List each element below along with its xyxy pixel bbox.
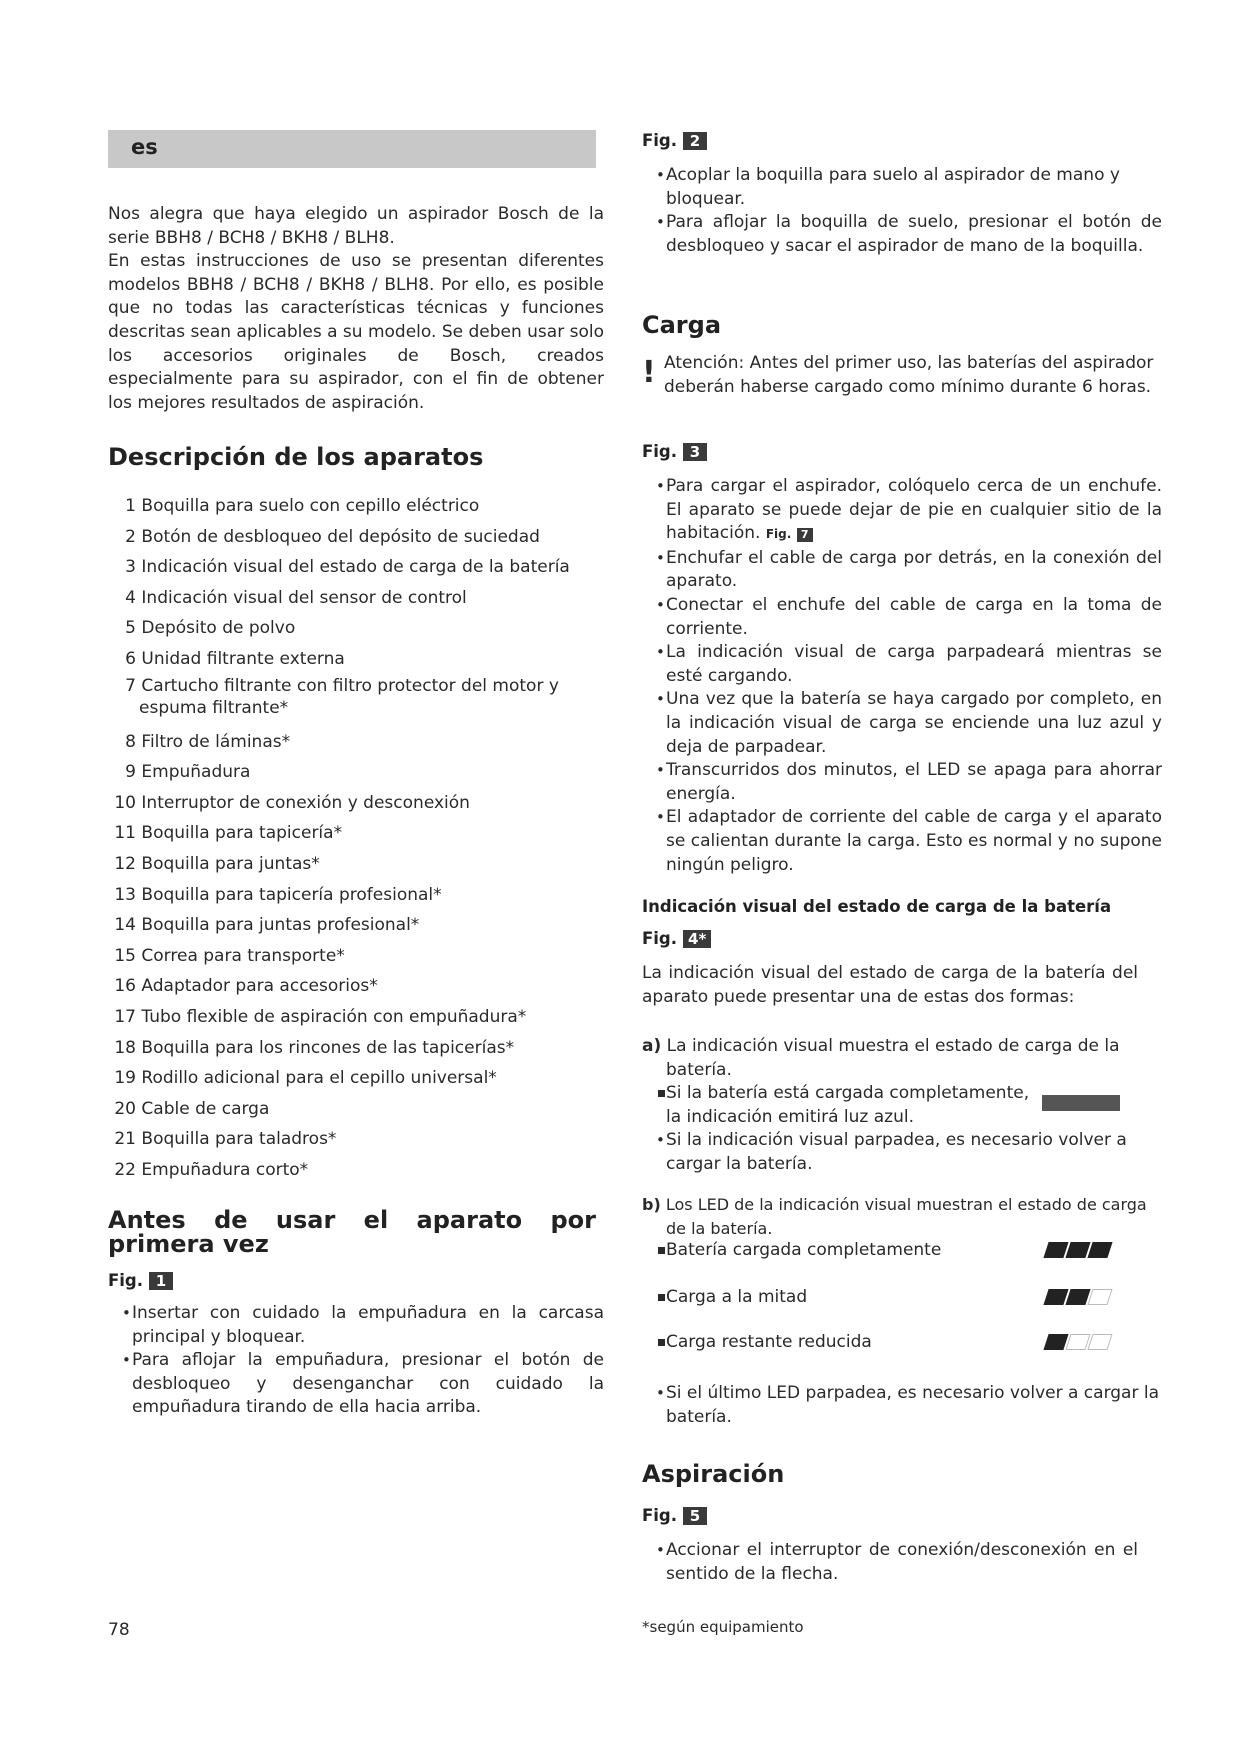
list-item-number: 14 <box>114 915 136 936</box>
led-segment <box>1043 1334 1068 1350</box>
list-item-number: 17 <box>114 1006 136 1027</box>
list-item-number: 10 <box>114 792 136 813</box>
list-item-text: Empuñadura corto* <box>141 1159 309 1180</box>
list-item <box>108 1033 608 1064</box>
led-segment <box>1065 1242 1090 1258</box>
battery-full-indicator <box>1042 1095 1120 1111</box>
subsection-title-indicacion: Indicación visual del estado de carga de la batería <box>642 897 1112 916</box>
list-item-number: 5 <box>125 618 136 639</box>
led-indicator-level-1 <box>1046 1334 1110 1350</box>
list-item-number: 13 <box>114 884 136 905</box>
fig-3-ref <box>642 442 707 461</box>
list-item <box>108 1002 608 1033</box>
list-item <box>108 910 608 941</box>
list-item: • Si la indicación visual parpadea, es necesario volver a cargar la batería. <box>642 1129 1136 1176</box>
list-item <box>108 1094 608 1125</box>
fig-label: Fig. <box>642 442 678 461</box>
list-item <box>108 757 608 788</box>
led-segment <box>1087 1242 1112 1258</box>
list-item <box>108 1063 608 1094</box>
footnote: *según equipamiento <box>642 1618 804 1636</box>
list-item: Batería cargada completamente <box>642 1239 941 1263</box>
led-segment <box>1087 1334 1112 1350</box>
list-item-text: Depósito de polvo <box>141 618 296 639</box>
fig-label: Fig. <box>642 131 678 150</box>
language-bar: es <box>108 130 596 168</box>
warning-block <box>642 352 1162 399</box>
list-item <box>108 613 608 644</box>
list-item: • Conectar el enchufe del cable de carga en la toma de corriente. <box>642 594 1162 641</box>
led-segment <box>1065 1334 1090 1350</box>
list-item-text: Boquilla para tapicería* <box>141 823 343 844</box>
list-item-number: 21 <box>114 1129 136 1150</box>
option-b-text <box>642 1193 1162 1240</box>
list-item-text: Correa para transporte* <box>141 945 345 966</box>
page-number: 78 <box>108 1620 130 1640</box>
list-item-number: 12 <box>114 853 136 874</box>
list-item: • Una vez que la batería se haya cargado por completo, en la indicación visual de carga se enciende una luz azul y deja de parpadear. <box>642 688 1162 759</box>
option-a-label: a) <box>642 1036 662 1056</box>
fig-label: Fig. <box>642 929 678 948</box>
fig-2-ref <box>642 131 707 150</box>
list-item-text: Boquilla para tapicería profesional* <box>141 884 442 905</box>
list-item: Carga restante reducida <box>642 1331 872 1355</box>
list-item-text: Empuñadura <box>141 762 251 783</box>
list-item: • Enchufar el cable de carga por detrás, en la conexión del aparato. <box>642 547 1162 594</box>
list-item-number: 18 <box>114 1037 136 1058</box>
list-item: • Para aflojar la empuñadura, presionar el botón de desbloqueo y desenganchar con cuidado la empuñadura tirando de ella hacia arriba. <box>108 1349 604 1420</box>
intro-paragraph-2: En estas instrucciones de uso se presentan diferentes modelos BBH8 / BCH8 / BKH8 / BLH8. Por ello, es posible que no todas las características técnicas y funciones descritas sean aplicables a su modelo. Se deben usar solo los accesorios originales de Bosch, creados especialmente para su aspirador, con el fin de obtener los mejores resultados de aspiración. <box>108 251 604 413</box>
list-item <box>108 583 608 614</box>
section-title-descripcion: Descripción de los aparatos <box>108 443 484 471</box>
list-item-text: Boquilla para los rincones de las tapicerías* <box>141 1037 515 1058</box>
list-item-number: 19 <box>114 1068 136 1089</box>
list-item-text: Interruptor de conexión y desconexión <box>141 792 470 813</box>
option-b-description: Los LED de la indicación visual muestran el estado de carga de la batería. <box>665 1195 1147 1238</box>
list-item-number: 7 <box>125 675 136 696</box>
option-a-text <box>642 1035 1162 1082</box>
fig-number-badge: 4* <box>683 930 711 948</box>
list-item <box>108 941 608 972</box>
fig-number-badge: 1 <box>149 1272 173 1290</box>
list-item <box>108 818 608 849</box>
list-item: • Transcurridos dos minutos, el LED se apaga para ahorrar energía. <box>642 759 1162 806</box>
led-indicator-level-3 <box>1046 1242 1110 1258</box>
fig-number-badge: 7 <box>797 528 813 542</box>
list-item-number: 1 <box>125 496 136 516</box>
fig-5-ref <box>642 1506 707 1525</box>
list-item-text: Tubo flexible de aspiración con empuñadura* <box>141 1006 527 1027</box>
list-item <box>108 552 608 583</box>
list-item <box>108 788 608 819</box>
led-segment <box>1043 1289 1068 1305</box>
list-item-text: Boquilla para suelo con cepillo eléctrico <box>141 496 480 516</box>
list-item <box>108 880 608 911</box>
list-item-number: 3 <box>125 557 136 578</box>
warning-icon: ! <box>642 355 656 390</box>
warning-text: Atención: Antes del primer uso, las baterías del aspirador deberán haberse cargado como mínimo durante 6 horas. <box>664 353 1154 397</box>
list-item-text: Boquilla para juntas* <box>141 853 320 874</box>
led-segment <box>1043 1242 1068 1258</box>
list-item: • Insertar con cuidado la empuñadura en la carcasa principal y bloquear. <box>108 1302 604 1349</box>
list-item-text: Unidad filtrante externa <box>141 648 345 669</box>
list-item-number: 8 <box>125 731 136 752</box>
list-item: Si la batería está cargada completamente, la indicación emitirá luz azul. <box>642 1082 1036 1129</box>
list-item-text: Botón de desbloqueo del depósito de suciedad <box>141 526 540 547</box>
option-b-label: b) <box>642 1195 661 1214</box>
list-item <box>108 522 608 553</box>
list-item: • La indicación visual de carga parpadeará mientras se esté cargando. <box>642 641 1162 688</box>
intro-text <box>108 203 604 415</box>
list-item-text: Adaptador para accesorios* <box>141 976 378 997</box>
led-segment <box>1065 1289 1090 1305</box>
list-item: Carga a la mitad <box>642 1286 807 1310</box>
list-item-text: Indicación visual del estado de carga de la batería <box>141 557 570 578</box>
fig-number-badge: 5 <box>683 1507 707 1525</box>
led-segment <box>1087 1289 1112 1305</box>
list-item-text: Cable de carga <box>141 1098 270 1119</box>
fig-number-badge: 2 <box>683 132 707 150</box>
list-item: • El adaptador de corriente del cable de carga y el aparato se calientan durante la carga. Esto es normal y no supone ningún peligro. <box>642 806 1162 877</box>
section-title-aspiracion: Aspiración <box>642 1460 785 1488</box>
list-item-number: 22 <box>114 1159 136 1180</box>
fig-1-ref <box>108 1271 173 1290</box>
indicacion-intro: La indicación visual del estado de carga de la batería del aparato puede presentar una de estas dos formas: <box>642 963 1138 1007</box>
list-item-text: Cartucho filtrante con filtro protector del motor y <box>141 675 559 696</box>
list-item-text: Indicación visual del sensor de control <box>141 587 467 608</box>
fig-label: Fig. <box>108 1271 144 1290</box>
antes-bullets <box>108 1302 604 1420</box>
list-item-number: 6 <box>125 648 136 669</box>
list-item <box>108 971 608 1002</box>
list-item-text: Filtro de láminas* <box>141 731 291 752</box>
fig-number-badge: 3 <box>683 443 707 461</box>
list-item <box>108 1124 608 1155</box>
list-item: • Acoplar la boquilla para suelo al aspirador de mano y bloquear. <box>642 164 1162 211</box>
option-a-description: La indicación visual muestra el estado de carga de la batería. <box>666 1036 1120 1080</box>
fig-label: Fig. <box>765 527 792 542</box>
list-item <box>108 727 608 758</box>
list-item: • Para aflojar la boquilla de suelo, presionar el botón de desbloqueo y sacar el aspirador de mano de la boquilla. <box>642 211 1162 258</box>
list-item-number: 2 <box>125 526 136 547</box>
section-title-carga: Carga <box>642 311 722 339</box>
list-item <box>108 491 608 522</box>
list-item <box>108 644 608 675</box>
list-item-text-continued: espuma filtrante* <box>139 697 289 718</box>
list-item-number: 20 <box>114 1098 136 1119</box>
list-item <box>108 675 608 727</box>
aspiracion-bullets <box>642 1539 1138 1586</box>
fig-4-ref <box>642 929 711 948</box>
parts-list <box>108 491 608 1185</box>
fig2-bullets <box>642 164 1162 258</box>
list-item <box>642 475 1162 547</box>
list-item-number: 11 <box>114 823 136 844</box>
list-item: • Si el último LED parpadea, es necesario volver a cargar la batería. <box>642 1382 1162 1429</box>
list-item-text: Rodillo adicional para el cepillo universal* <box>141 1068 497 1089</box>
list-item: • Accionar el interruptor de conexión/desconexión en el sentido de la flecha. <box>642 1539 1138 1586</box>
option-b <box>642 1193 1162 1240</box>
list-item <box>108 1155 608 1186</box>
led-indicator-level-2 <box>1046 1289 1110 1305</box>
intro-paragraph-1: Nos alegra que haya elegido un aspirador Bosch de la serie BBH8 / BCH8 / BKH8 / BLH8. <box>108 204 604 248</box>
list-item-number: 16 <box>114 976 136 997</box>
list-item-text: Para cargar el aspirador, colóquelo cerca de un enchufe. El aparato se puede dejar de pie en cualquier sitio de la habitación. <box>666 476 1162 544</box>
list-item-number: 15 <box>114 945 136 966</box>
list-item-number: 4 <box>125 587 136 608</box>
list-item-number: 9 <box>125 762 136 783</box>
list-item-text: Boquilla para juntas profesional* <box>141 915 420 936</box>
list-item-text: Boquilla para taladros* <box>141 1129 337 1150</box>
fig-label: Fig. <box>642 1506 678 1525</box>
carga-bullets <box>642 475 1162 877</box>
section-title-antes: Antes de usar el aparato por primera vez <box>108 1206 596 1258</box>
list-item <box>108 849 608 880</box>
